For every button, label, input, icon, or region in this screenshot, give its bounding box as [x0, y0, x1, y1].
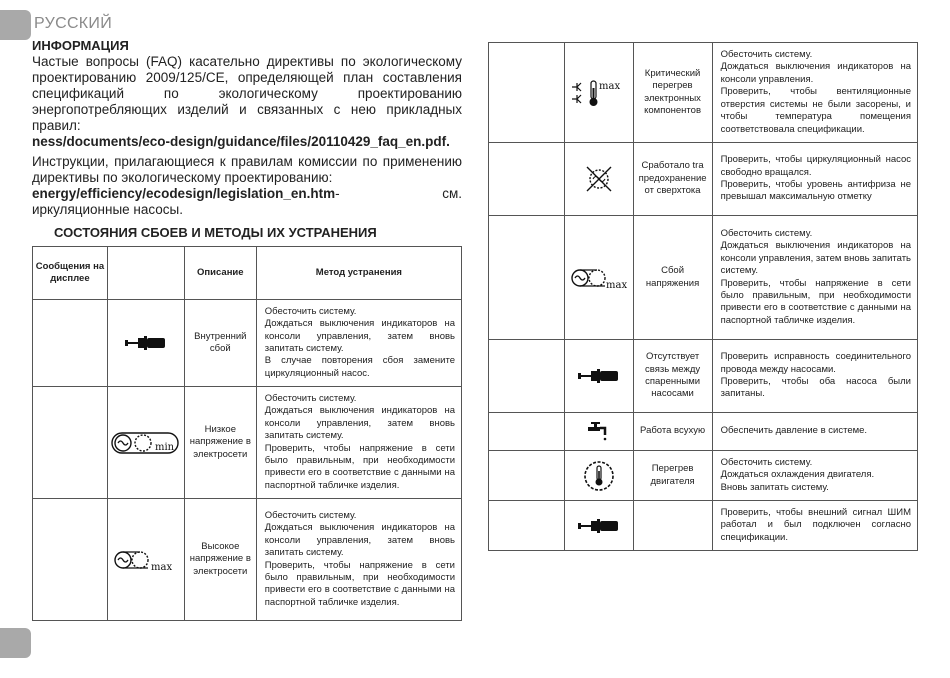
method-step: Обесточить систему.: [720, 49, 813, 61]
table-row: [33, 300, 462, 387]
icon-cell: [564, 451, 633, 501]
page-number-tab: [0, 628, 31, 658]
method-step: Проверить исправность соединительного провода между насосами.: [720, 351, 911, 375]
header-description: Описание: [184, 247, 256, 300]
message-cell: [489, 413, 565, 451]
language-label: РУССКИЙ: [34, 15, 113, 32]
description-cell: Сработало tra предохранение от сверхтока: [633, 143, 712, 216]
method-step: Дождаться охлаждения двигателя.: [720, 469, 875, 481]
table-row: [489, 216, 918, 340]
method-step: Дождаться выключения индикаторов на консоли управления, затем вновь запитать систему.: [264, 318, 455, 354]
message-cell: [489, 451, 565, 501]
method-cell: [712, 143, 917, 216]
description-cell: Низкое напряжение в электросети: [184, 387, 256, 499]
method-step: Проверить, чтобы уровень антифриза не превышал максимальную отметку: [720, 179, 911, 203]
instructions-text: Инструкции, прилагающиеся к правилам комиссии по применению директивы по экологическому проектированию:: [32, 154, 462, 185]
table-row: [489, 143, 918, 216]
message-cell: [489, 340, 565, 413]
method-step: Проверить, чтобы оба насоса были запитаны.: [720, 376, 911, 400]
max-voltage-icon: [113, 548, 179, 572]
table-title: СОСТОЯНИЯ СБОЕВ И МЕТОДЫ ИХ УСТРАНЕНИЯ: [54, 225, 377, 240]
description-cell: Сбой напряжения: [633, 216, 712, 340]
method-step: В случае повторения сбоя замените циркуляционный насос.: [264, 355, 455, 379]
table-row: [489, 413, 918, 451]
icon-cell: [564, 501, 633, 551]
icon-cell: [107, 499, 184, 621]
header-method: Метод устранения: [256, 247, 461, 300]
method-step: Обесточить систему.: [720, 456, 813, 468]
message-cell: [489, 43, 565, 143]
description-cell: [633, 501, 712, 551]
table-row: [489, 43, 918, 143]
instructions-url-line: [32, 186, 462, 218]
message-cell: [33, 387, 108, 499]
language-tab: [0, 10, 31, 40]
method-step: Проверить, чтобы напряжение в сети было правильным, при необходимости привести его в соответствие с данными на паспортной табличке изделия.: [264, 442, 455, 491]
method-step: Дождаться выключения индикаторов на консоли управления, затем вновь запитать систему.: [264, 522, 455, 559]
icon-cell: [564, 143, 633, 216]
method-step: Проверить, чтобы напряжение в сети было правильным, при необходимости привести его в соответствие с данными на паспортной табличке изделия.: [264, 559, 455, 608]
method-step: Обесточить систему.: [720, 227, 813, 239]
method-step: Проверить, чтобы напряжение в сети было правильным, при необходимости привести его в соответствие с данными на паспортной табличке изделия.: [720, 277, 911, 326]
method-step: Дождаться выключения индикаторов на консоли управления, затем вновь запитать систему.: [720, 240, 911, 277]
method-cell: [712, 413, 917, 451]
method-step: Проверить, чтобы вентиляционные отверстия системы не были засорены, и чтобы температура помещения соответствовала спецификации.: [720, 86, 911, 135]
message-cell: [489, 501, 565, 551]
icon-label: min: [154, 441, 174, 453]
instructions-suffix: - см. иркуляционные насосы.: [32, 186, 462, 217]
method-step: Обесточить систему.: [264, 392, 357, 404]
header-message: Сообщения на дисплее: [33, 247, 108, 300]
description-cell: Отсутствует связь между спаренными насосами: [633, 340, 712, 413]
method-cell: [712, 216, 917, 340]
method-step: Вновь запитать систему.: [720, 481, 829, 493]
description-cell: Работа всухую: [633, 413, 712, 451]
icon-cell: [564, 413, 633, 451]
method-step: Проверить, чтобы циркуляционный насос свободно вращался.: [720, 154, 911, 178]
right-column: [488, 42, 918, 551]
table-row: [33, 499, 462, 621]
message-cell: [33, 300, 108, 387]
method-cell: [712, 340, 917, 413]
description-cell: Внутренний сбой: [184, 300, 256, 387]
table-row: [33, 387, 462, 499]
table-row: [489, 501, 918, 551]
motor-overheat-icon: [582, 459, 616, 493]
instructions-url[interactable]: energy/efficiency/ecodesign/legislation_en.htm: [32, 186, 336, 201]
message-cell: [489, 216, 565, 340]
fault-table-left: [32, 246, 462, 621]
icon-label: max: [598, 80, 620, 92]
max-voltage-icon: [570, 266, 628, 290]
min-voltage-icon: [111, 430, 181, 456]
message-cell: [489, 143, 565, 216]
method-cell: [712, 451, 917, 501]
method-cell: [712, 501, 917, 551]
faq-url[interactable]: ness/documents/eco-design/guidance/files/20110429_faq_en.pdf.: [32, 134, 450, 149]
method-cell: [256, 387, 461, 499]
plug-icon: [578, 519, 620, 533]
icon-cell: [564, 216, 633, 340]
method-step: Обесточить систему.: [264, 305, 357, 317]
icon-label: max: [150, 561, 172, 572]
icon-label: max: [605, 279, 627, 290]
plug-icon: [125, 336, 167, 350]
icon-cell: [564, 340, 633, 413]
info-heading: ИНФОРМАЦИЯ: [32, 38, 129, 53]
method-step: Обесточить систему.: [264, 509, 357, 521]
table-header-row: [33, 247, 462, 300]
method-step: Обеспечить давление в системе.: [720, 425, 868, 437]
fault-table-right: [488, 42, 918, 551]
left-column: [32, 38, 462, 621]
method-cell: [256, 300, 461, 387]
method-cell: [712, 43, 917, 143]
method-step: Проверить, чтобы внешний сигнал ШИМ работал и был подключен согласно спецификации.: [720, 506, 911, 543]
faq-text: Частые вопросы (FAQ) касательно директивы по экологическому проектированию 2009/125/CE, определяющей план составления спецификаций по экологическому проектированию энергопотребляющих изделий и связанных с нею прикладных правил:: [32, 54, 462, 133]
message-cell: [33, 499, 108, 621]
dry-running-icon: [586, 421, 612, 443]
method-cell: [256, 499, 461, 621]
icon-cell: [564, 43, 633, 143]
icon-cell: [107, 300, 184, 387]
description-cell: Перегрев двигателя: [633, 451, 712, 501]
overcurrent-icon: [584, 164, 614, 194]
method-step: Дождаться выключения индикаторов на консоли управления.: [720, 61, 911, 85]
icon-cell: [107, 387, 184, 499]
method-step: Дождаться выключения индикаторов на консоли управления, затем вновь запитать систему.: [264, 405, 455, 442]
table-row: [489, 340, 918, 413]
header-icon: [107, 247, 184, 300]
description-cell: Высокое напряжение в электросети: [184, 499, 256, 621]
description-cell: Критический перегрев электронных компонентов: [633, 43, 712, 143]
electronics-overheat-icon: [569, 78, 629, 108]
plug-icon: [578, 369, 620, 383]
table-row: [489, 451, 918, 501]
